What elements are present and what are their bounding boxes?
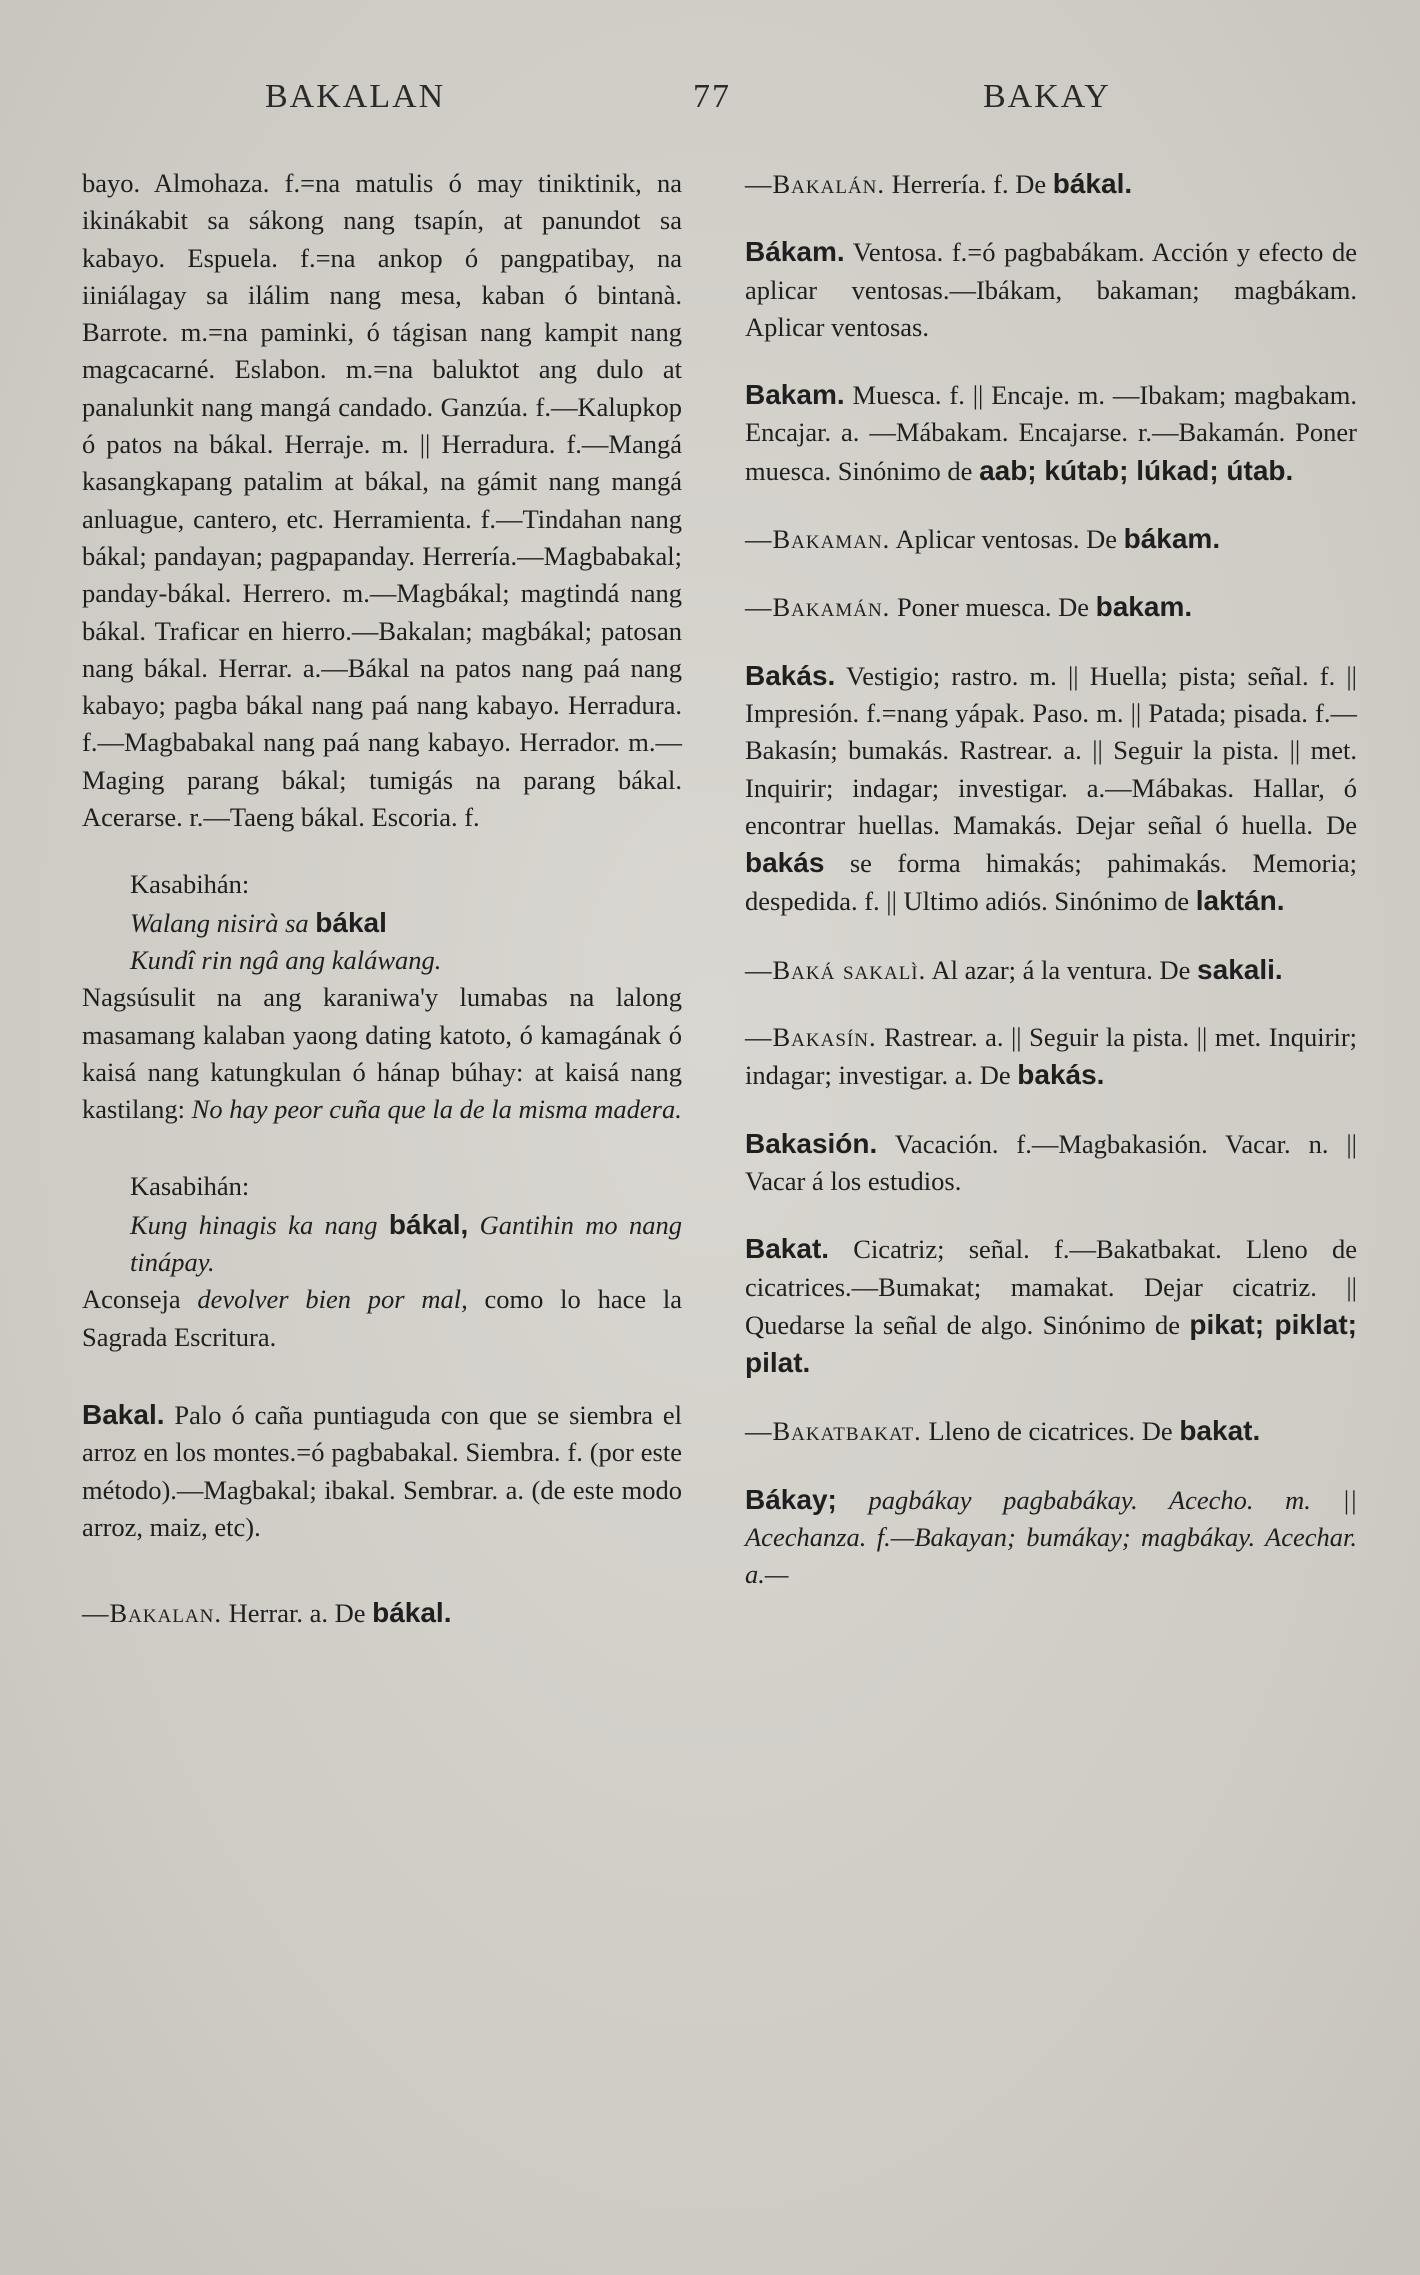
synonyms: aab; kútab; lúkad; útab. <box>979 454 1294 486</box>
entry-bakalan <box>82 1594 682 1632</box>
cross-reference: bakás. <box>1017 1059 1105 1091</box>
definition: Al azar; á la ventura. De <box>931 954 1191 985</box>
definition: Herrar. a. De <box>228 1598 366 1629</box>
definition: se forma himakás; pahimakás. Memoria; despedida. f. || Ultimo adiós. Sinónimo de <box>745 848 1357 917</box>
entry-baka-sakali <box>745 951 1357 989</box>
cross-reference: bakat. <box>1179 1415 1261 1447</box>
cross-reference: bakam. <box>1095 591 1193 623</box>
right-column <box>745 165 1357 1624</box>
subentry: —Bakasín. <box>745 1022 877 1053</box>
entry-bakat <box>745 1230 1357 1382</box>
definition: Muesca. f. || Encaje. m. —Ibakam; magbakam. Encajar. a. —Mábakam. Encajarse. r.—Bakamán. Poner muesca. Sinónimo de <box>745 380 1357 486</box>
header-right-guide-word: BAKAY <box>983 78 1111 115</box>
entry-bakam-ventosa <box>745 233 1357 346</box>
synonyms: pikat; piklat; pilat. <box>745 1308 1357 1379</box>
left-column <box>82 165 682 1662</box>
proverb-label: Kasabihán: <box>130 1171 250 1202</box>
headword: Bakal. <box>82 1398 165 1430</box>
definition: Vacación. f.—Magbakasión. Vacar. n. || Vacar á los estudios. <box>745 1128 1357 1196</box>
entry-bakay <box>745 1481 1357 1594</box>
definition: Lleno de cicatrices. De <box>928 1416 1173 1447</box>
definition: pagbákay pagbabákay. Acecho. m. || Acechanza. f.—Bakayan; bumákay; magbákay. Acechar. a.— <box>745 1484 1358 1590</box>
proverb-verse <box>130 1206 682 1282</box>
entry-bakasin <box>745 1019 1357 1095</box>
cross-reference: bakás <box>745 847 825 879</box>
proverb-explanation: Nagsúsulit na ang karaniwa'y lumabas na lalong masamang kalaban yaong dating katoto, ó kamagának ó kaisá nang katungkulan ó hánap búhay: at kaisá nang kastilang: <box>82 982 682 1125</box>
verse-headword: bákal, <box>388 1208 469 1240</box>
definition: Poner muesca. De <box>896 592 1089 623</box>
cross-reference: bákam. <box>1123 523 1221 555</box>
verse-headword: bákal <box>315 906 387 938</box>
definition: Ventosa. f.=ó pagbabákam. Acción y efecto de aplicar ventosas.—Ibákam, bakaman; magbákam. Aplicar ventosas. <box>745 237 1357 342</box>
headword: Bakasión. <box>745 1127 878 1159</box>
headword: Bakat. <box>745 1233 830 1265</box>
headword: Bakás. <box>745 659 836 691</box>
subentry: —Baká sakalì. <box>745 954 927 985</box>
entry-bakas <box>745 657 1357 921</box>
entry-bakalan-herreria <box>745 165 1357 203</box>
headword: Bákay; <box>745 1483 837 1515</box>
proverb-spanish: No hay peor cuña que la de la misma madera. <box>191 1094 682 1125</box>
definition: Aplicar ventosas. De <box>895 524 1117 555</box>
proverb-label: Kasabihán: <box>130 869 250 900</box>
verse-line: Walang nisirà sa <box>130 907 309 938</box>
entry-bayo-continuation: bayo. Almohaza. f.=na matulis ó may tiniktinik, na ikinákabit sa sákong nang tsapín, at panundot sa kabayo. Espuela. f.=na ankop ó pangpatibay, na iiniálagay sa ilálim nang mesa, kaban ó bintanà. Barrote. m.=na paminki, ó tágisan nang kampit nang magcacarné. Eslabon. m.=na baluktot ang dulo at panalunkit nang mangá candado. Ganzúa. f.—Kalupkop ó patos na bákal. Herraje. m. || Herradura. f.—Mangá kasangkapang patalim at bákal, na gámit nang mangá anluague, cantero, etc. Herramienta. f.—Tindahan nang bákal; pandayan; pagpapanday. Herrería.—Magbabakal; panday-bákal. Herrero. m.—Magbákal; magtindá nang bákal. Traficar en hierro.—Bakalan; magbákal; patosan nang bákal. Herrar. a.—Bákal na patos nang paá nang kabayo; pagba bákal nang paá nang kabayo. Herradura. f.—Magbabakal nang paá nang kabayo. Herrador. m.—Maging parang bákal; tumigás na parang bákal. Acerarse. r.—Taeng bákal. Escoria. f. <box>82 168 682 833</box>
definition: Palo ó caña puntiaguda con que se siembra el arroz en los montes.=ó pagbabakal. Siembra. f. (por este método).—Magbakal; ibakal. Sembrar. a. (de este modo arroz, maiz, etc). <box>82 1399 682 1542</box>
proverb-1 <box>82 866 682 1128</box>
proverb-explanation: Aconseja <box>82 1284 181 1315</box>
proverb-spanish: devolver bien por mal, <box>197 1284 468 1315</box>
subentry: —Bakaman. <box>745 524 891 555</box>
entry-bakasion <box>745 1125 1357 1201</box>
cross-reference: bákal. <box>1052 168 1133 199</box>
definition: Cicatriz; señal. f.—Bakatbakat. Lleno de cicatrices.—Bumakat; mamakat. Dejar cicatriz. || Quedarse la señal de algo. Sinónimo de <box>745 1234 1357 1340</box>
subentry: —Bakamán. <box>745 592 891 623</box>
entry-bakam-muesca <box>745 376 1357 490</box>
verse-line: Gantihin mo nang tinápay. <box>130 1209 682 1278</box>
entry-bakal <box>82 1396 682 1546</box>
proverb-2 <box>82 1168 682 1355</box>
headword: Bákam. <box>745 236 845 268</box>
page-number: 77 <box>693 78 731 115</box>
subentry: —Bakatbakat. <box>745 1416 922 1447</box>
entry-bakatbakat <box>745 1412 1357 1450</box>
subentry: —Bakalan. <box>82 1598 223 1629</box>
verse-line: Kung hinagis ka nang <box>130 1209 378 1240</box>
header-left-guide-word: BAKALAN <box>265 78 446 115</box>
definition: Rastrear. a. || Seguir la pista. || met. Inquirir; indagar; investigar. a. De <box>745 1022 1358 1091</box>
subentry: —Bakalán. <box>745 169 886 199</box>
definition: Herrería. f. De <box>891 169 1047 199</box>
synonyms: laktán. <box>1195 885 1285 917</box>
cross-reference: sakali. <box>1197 953 1283 985</box>
cross-reference: bákal. <box>372 1597 452 1629</box>
verse-line: Kundî rin ngâ ang kaláwang. <box>130 944 442 975</box>
headword: Bakam. <box>745 379 845 411</box>
proverb-verse <box>130 904 682 980</box>
definition: Vestigio; rastro. m. || Huella; pista; señal. f. || Impresión. f.=nang yápak. Paso. m. || Patada; pisada. f.—Bakasín; bumakás. Rastrear. a. || Seguir la pista. || met. Inquirir; indagar; investigar. a.—Mábakas. Hallar, ó encontrar huellas. Mamakás. Dejar señal ó huella. De <box>745 660 1357 840</box>
proverb-explanation: como lo hace la Sagrada Escritura. <box>82 1284 682 1352</box>
entry-bakaman-1 <box>745 520 1357 558</box>
entry-bakaman-2 <box>745 588 1357 626</box>
